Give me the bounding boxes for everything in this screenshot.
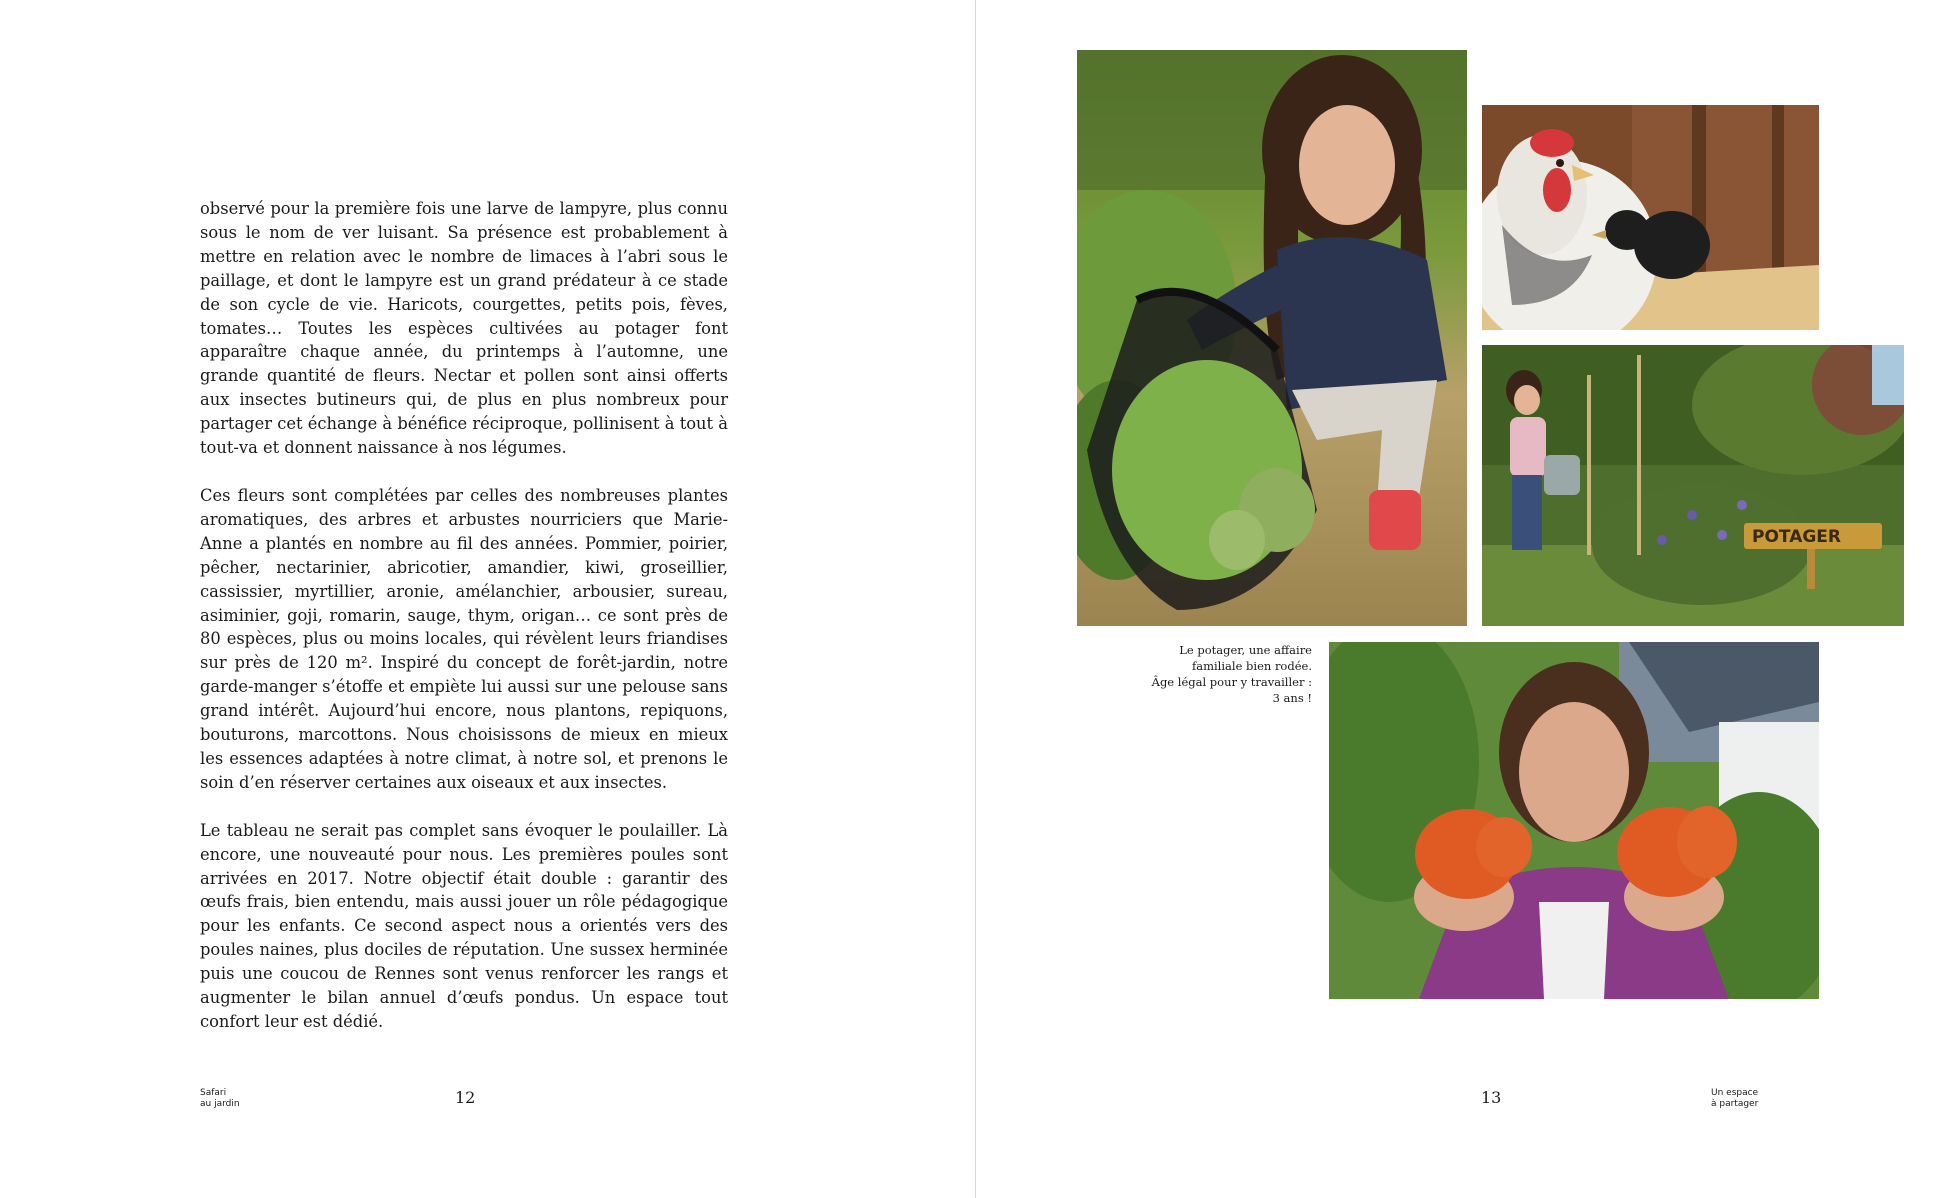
photo-child-watering [1482,345,1904,626]
paragraph: observé pour la première fois une larve de lampyre, plus connu sous le nom de ver luisant. Sa présence est probablement à mettre en relation avec le nombre de limaces à l’abri sous le paillage, et dont le lampyre est un grand prédateur à ce stade de son cycle de vie. Haricots, courgettes, petits pois, fèves, tomates… Toutes les espèces cultivées au potager font apparaître chaque année, du printemps à l’automne, une grande quantité de fleurs. Nectar et pollen sont ainsi offerts aux insectes butineurs qui, de plus en plus nombreux pour partager cet échange à bénéfice réciproque, pollinisent à tout à tout-va et donnent naissance à nos légumes. [200,199,728,458]
photo-caption [1132,642,1312,706]
paragraph: Le tableau ne serait pas complet sans évoquer le poulailler. Là encore, une nouveauté pour nous. Les premières poules sont arrivées en 2017. Notre objectif était double : garantir des œufs frais, bien entendu, mais aussi jouer un rôle pédagogique pour les enfants. Ce second aspect nous a orientés vers des poules naines, plus dociles de réputation. Une sussex herminée puis une coucou de Rennes sont venus renforcer les rangs et augmenter le bilan annuel d’œufs pondus. Un espace tout confort leur est dédié. [200,820,728,1031]
photo-woman-tomatoes [1329,642,1819,999]
caption-line: familiale bien rodée. [1191,659,1312,673]
body-text [200,197,728,1058]
page-number-left: 12 [455,1088,476,1107]
running-head-right [1711,1088,1758,1110]
caption-line: Le potager, une affaire [1179,643,1312,657]
photo-girl-harvesting [1077,50,1467,626]
caption-line: Âge légal pour y travailler : [1151,675,1312,689]
paragraph: Ces fleurs sont complétées par celles des nombreuses plantes aromatiques, des arbres et arbustes nourriciers que Marie-Anne a plantés en nombre au fil des années. Pommier, poirier, pêcher, nectarinier, abricotier, amandier, kiwi, groseillier, cassissier, myrtillier, aronie, amélanchier, arbousier, sureau, asiminier, goji, romarin, sauge, thym, origan… ce sont près de 80 espèces, plus ou moins locales, qui révèlent leurs friandises sur près de 120 m². Inspiré du concept de forêt-jardin, notre garde-manger s’étoffe et empiète lui aussi sur une pelouse sans grand intérêt. Aujourd’hui encore, nous plantons, repiquons, bouturons, marcottons. Nous choisissons de mieux en mieux les essences adaptées à notre climat, à notre sol, et prenons le soin d’en réserver certaines aux oiseaux et aux insectes. [200,485,728,792]
running-head-line: Safari [200,1088,227,1098]
running-head-line: au jardin [200,1099,240,1109]
page-number-right: 13 [1481,1088,1502,1107]
running-head-line: à partager [1711,1099,1759,1109]
photo-hen-and-chick [1482,105,1819,330]
running-head-left [200,1088,240,1110]
potager-sign-text: POTAGER [1752,527,1842,547]
caption-line: 3 ans ! [1272,691,1312,705]
running-head-line: Un espace [1711,1088,1759,1098]
